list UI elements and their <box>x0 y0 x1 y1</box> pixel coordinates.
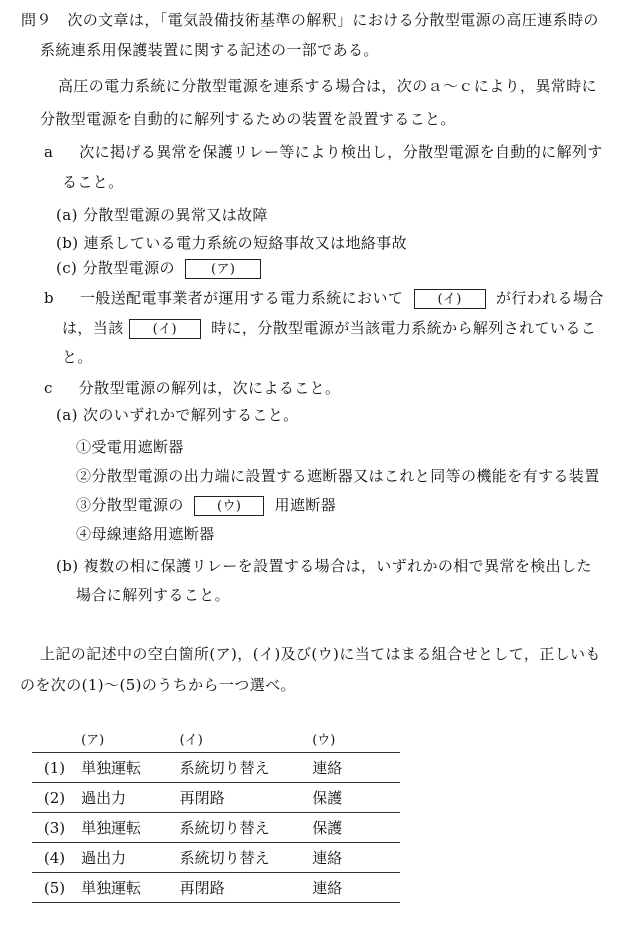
blank-i-second: (イ) <box>129 319 201 339</box>
table-cell: 連絡 <box>308 843 400 873</box>
table-cell: 系統切り替え <box>178 843 309 873</box>
table-cell: 再閉路 <box>178 783 309 813</box>
item-a-sub-a: (a) 分散型電源の異常又は故障 <box>56 206 268 224</box>
table-header-cell: (イ) <box>178 725 309 753</box>
table-cell: 単独運転 <box>77 873 178 903</box>
item-a-line-1: a 次に掲げる異常を保護リレー等により検出し，分散型電源を自動的に解列す <box>44 143 603 161</box>
item-b-line-2: は，当該 (イ) 時に，分散型電源が当該電力系統から解列されているこ <box>62 319 597 337</box>
choice-number: (5) <box>32 873 77 903</box>
item-b-line-1: b 一般送配電事業者が運用する電力系統において (イ) が行われる場合 <box>44 289 604 307</box>
item-a-sub-c: (c) 分散型電源の (ア) <box>56 258 261 279</box>
table-cell: 過出力 <box>77 843 178 873</box>
item-c-sub-b-line-1: (b) 複数の相に保護リレーを設置する場合は，いずれかの相で異常を検出した <box>56 557 592 575</box>
item-c-sub-a: (a) 次のいずれかで解列すること。 <box>56 406 299 424</box>
item-c-marker: c <box>44 379 53 397</box>
table-row <box>32 813 400 843</box>
choice-number: (3) <box>32 813 77 843</box>
item-c-option-2: ②分散型電源の出力端に設置する遮断器又はこれと同等の機能を有する装置 <box>76 467 600 485</box>
item-c-line-1: c 分散型電源の解列は，次によること。 <box>44 379 341 397</box>
table-cell: 保護 <box>308 783 400 813</box>
item-a-sub-b: (b) 連系している電力系統の短絡事故又は地絡事故 <box>56 234 408 252</box>
table-cell: 単独運転 <box>77 813 178 843</box>
item-a-marker: a <box>44 143 54 161</box>
question-number: 問９ <box>21 11 52 29</box>
blank-a: (ア) <box>185 259 261 279</box>
table-row <box>32 783 400 813</box>
table-row <box>32 753 400 783</box>
table-cell: 過出力 <box>77 783 178 813</box>
choice-number: (2) <box>32 783 77 813</box>
table-header-cell: (ア) <box>77 725 178 753</box>
table-header-cell <box>32 725 77 753</box>
table-row <box>32 873 400 903</box>
blank-u: (ウ) <box>194 496 264 516</box>
item-a-line-2: ること。 <box>62 173 124 191</box>
answer-choices-table <box>32 725 400 903</box>
item-c-option-1: ①受電用遮断器 <box>76 438 184 456</box>
table-cell: 連絡 <box>308 753 400 783</box>
item-c-sub-b-line-2: 場合に解列すること。 <box>76 586 231 604</box>
table-row <box>32 843 400 873</box>
table-cell: 系統切り替え <box>178 813 309 843</box>
question-intro-line-2: 系統連系用保護装置に関する記述の一部である。 <box>40 41 379 59</box>
blank-i-first: (イ) <box>414 289 486 309</box>
item-c-option-4: ④母線連絡用遮断器 <box>76 525 215 543</box>
item-c-option-3: ③分散型電源の (ウ) 用遮断器 <box>76 496 337 514</box>
choice-number: (4) <box>32 843 77 873</box>
table-cell: 連絡 <box>308 873 400 903</box>
prompt-line-2: のを次の(1)～(5)のうちから一つ選べ。 <box>20 676 296 694</box>
paragraph-line-2: 分散型電源を自動的に解列するための装置を設置すること。 <box>40 110 456 128</box>
table-cell: 再閉路 <box>178 873 309 903</box>
table-header-row <box>32 725 400 753</box>
table-cell: 系統切り替え <box>178 753 309 783</box>
prompt-line-1: 上記の記述中の空白箇所(ア)，(イ)及び(ウ)に当てはまる組合せとして，正しいも <box>40 645 601 663</box>
paragraph-line-1: 高圧の電力系統に分散型電源を連系する場合は，次のａ～ｃにより，異常時に <box>58 77 598 95</box>
question-intro-line-1: 問９ 次の文章は，「電気設備技術基準の解釈」における分散型電源の高圧連系時の <box>21 11 599 29</box>
table-cell: 単独運転 <box>77 753 178 783</box>
item-b-marker: b <box>44 289 55 307</box>
table-cell: 保護 <box>308 813 400 843</box>
choice-number: (1) <box>32 753 77 783</box>
item-b-line-3: と。 <box>62 348 93 366</box>
table-header-cell: (ウ) <box>308 725 400 753</box>
